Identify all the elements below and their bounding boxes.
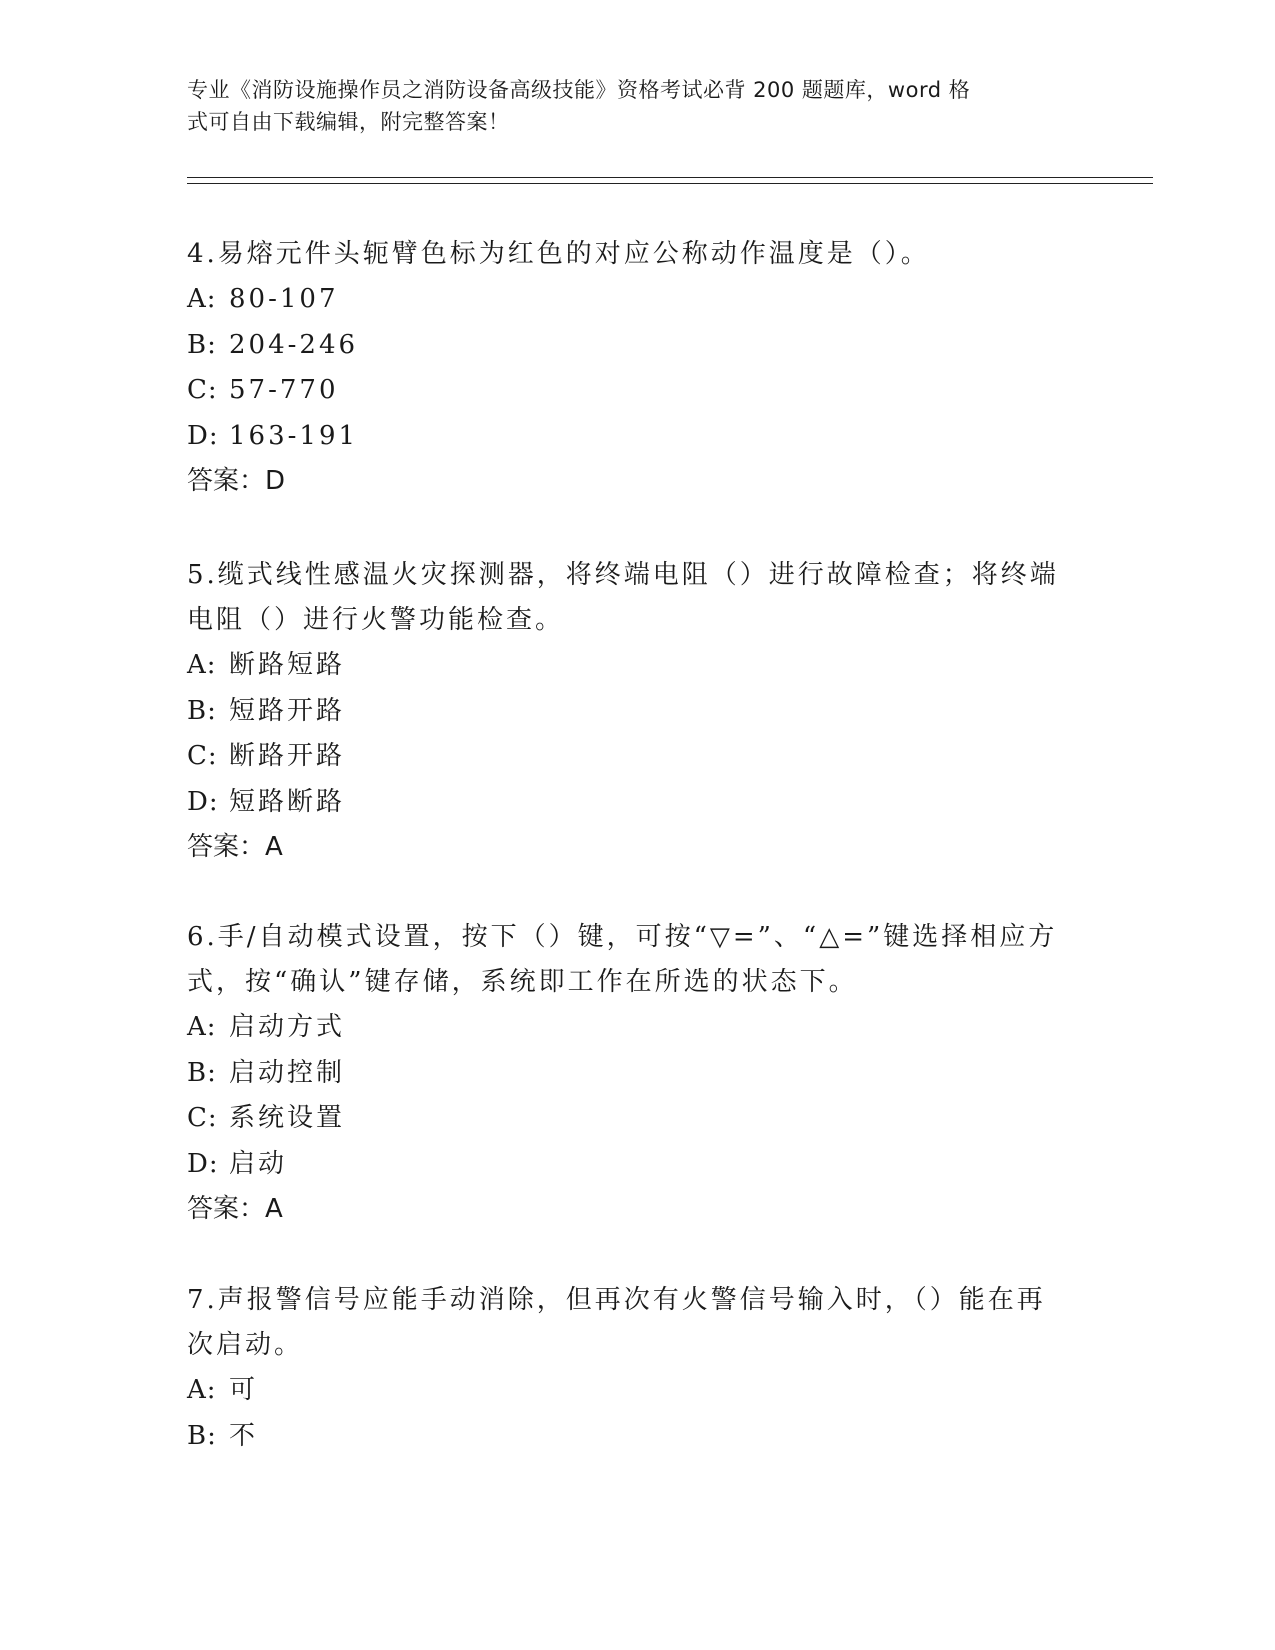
option-b: B: 启动控制	[187, 1057, 346, 1088]
question-block	[187, 1278, 1067, 1459]
question-block	[187, 915, 1067, 1232]
header-line-2: 式可自由下载编辑，附完整答案！	[187, 110, 510, 134]
option-b: B: 204-246	[187, 329, 359, 360]
header-divider-bottom	[187, 183, 1153, 184]
option-b: B: 短路开路	[187, 695, 346, 726]
header-divider-top	[187, 177, 1153, 178]
option-c: C: 系统设置	[187, 1103, 346, 1133]
question-stem: 4.易熔元件头轭臂色标为红色的对应公称动作温度是（）。	[187, 239, 930, 269]
header-line-1: 专业《消防设施操作员之消防设备高级技能》资格考试必背 200 题题库，word 格	[187, 78, 971, 102]
option-a: A: 断路短路	[187, 650, 346, 680]
option-c: C: 57-770	[187, 375, 339, 405]
option-a: A: 80-107	[187, 284, 339, 314]
document-header	[187, 74, 1067, 138]
question-block	[187, 553, 1067, 870]
option-d: D: 短路断路	[187, 786, 346, 817]
question-stem: 7.声报警信号应能手动消除，但再次有火警信号输入时，（）能在再次启动。	[187, 1285, 1046, 1360]
answer-line: 答案：A	[187, 1194, 283, 1224]
option-d: D: 启动	[187, 1148, 288, 1179]
answer-line: 答案：A	[187, 832, 283, 862]
answer-line: 答案：D	[187, 466, 286, 496]
option-b: B: 不	[187, 1420, 259, 1451]
option-a: A: 启动方式	[187, 1012, 346, 1042]
option-d: D: 163-191	[187, 420, 359, 451]
question-block	[187, 232, 1067, 504]
question-stem: 6.手/自动模式设置，按下（）键，可按“▽=”、“△=”键选择相应方式，按“确认”键存储，系统即工作在所选的状态下。	[187, 922, 1058, 997]
option-a: A: 可	[187, 1375, 259, 1405]
option-c: C: 断路开路	[187, 741, 346, 771]
question-stem: 5.缆式线性感温火灾探测器，将终端电阻（）进行故障检查；将终端电阻（）进行火警功能检查。	[187, 560, 1059, 635]
